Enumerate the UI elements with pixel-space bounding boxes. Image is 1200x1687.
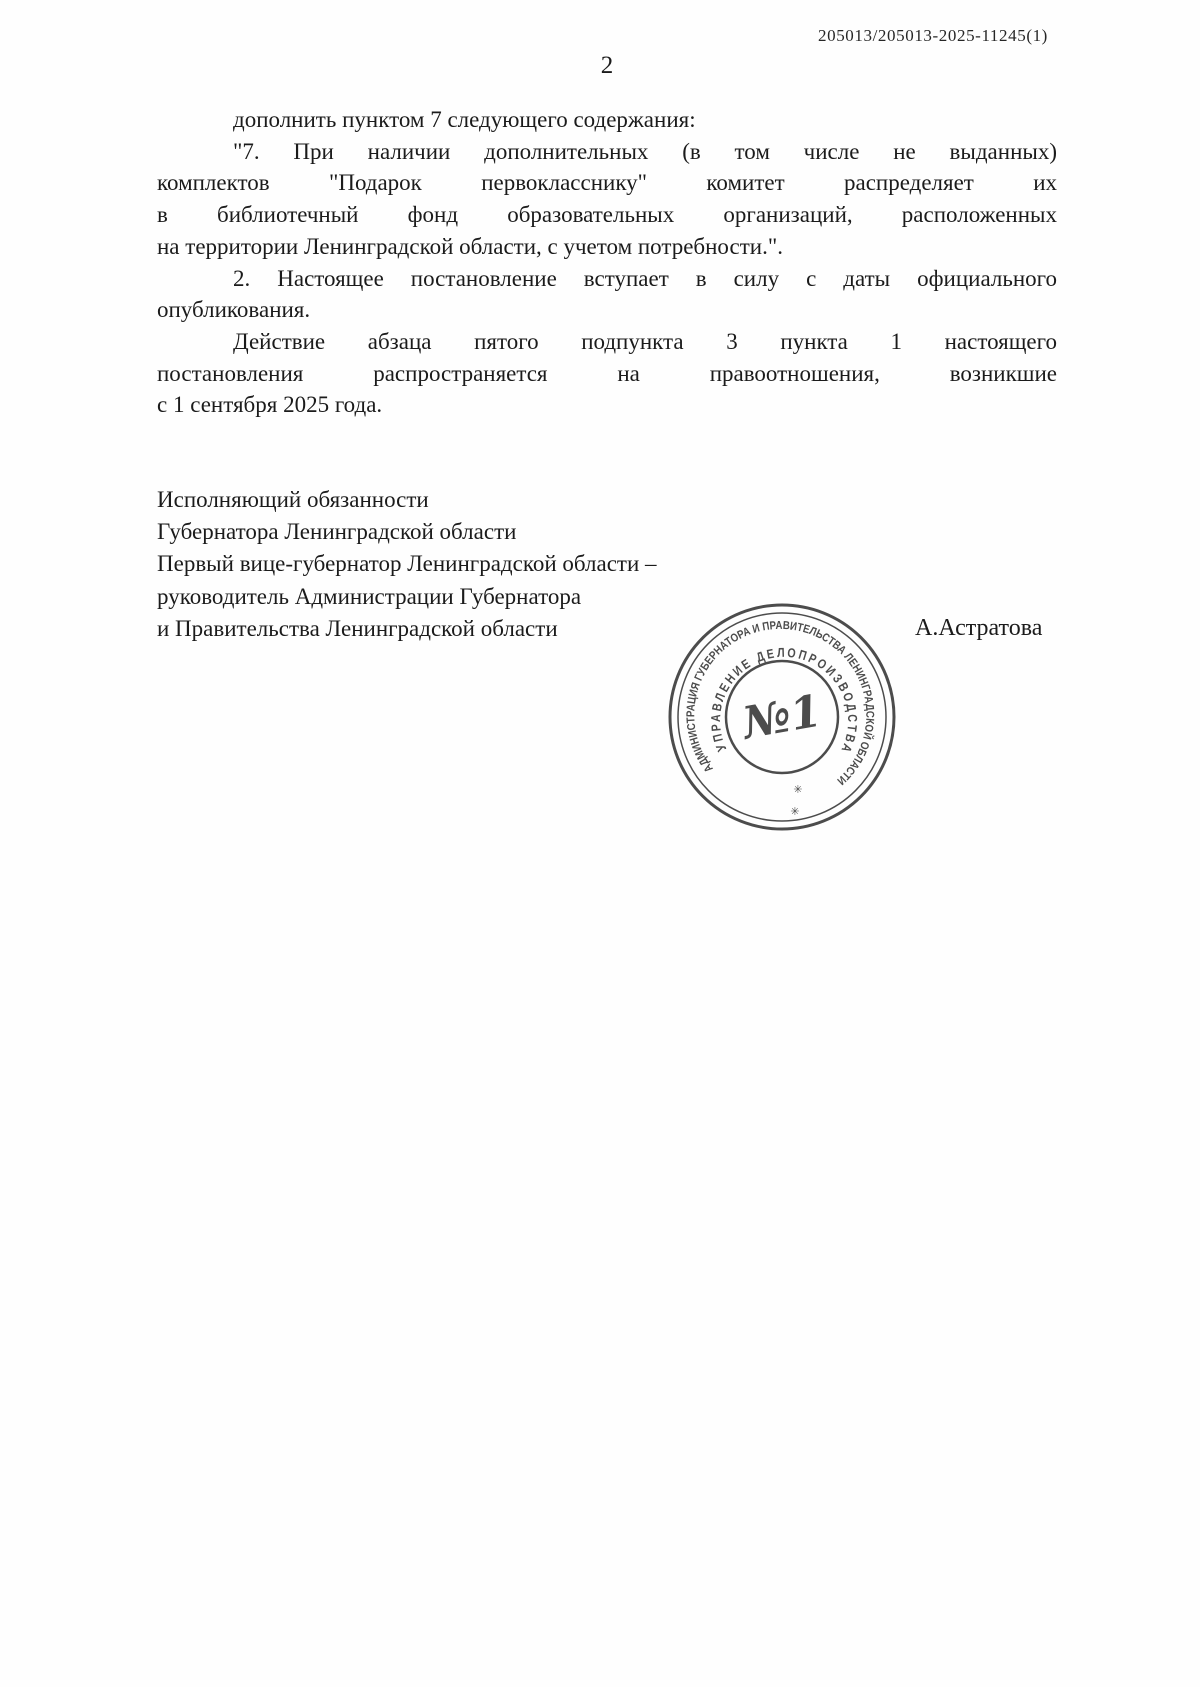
- signatory-title-line: Исполняющий обязанности: [157, 487, 429, 512]
- signatory-title-line: Губернатора Ленинградской области: [157, 519, 517, 545]
- official-round-stamp: [666, 601, 898, 833]
- body-line: в библиотечный фонд образовательных организаций, расположенных: [157, 202, 1057, 228]
- stamp-inner-text: УПРАВЛЕНИЕ ДЕЛОПРОИЗВОДСТВА: [707, 644, 861, 759]
- stamp-separator-star: ✳: [790, 805, 800, 818]
- body-line: опубликования.: [157, 297, 311, 323]
- stamp-separator-star: ✳: [793, 783, 803, 796]
- signatory-title-line: Первый вице-губернатор Ленинградской области –: [157, 551, 657, 577]
- stamp-outer-text: АДМИНИСТРАЦИЯ ГУБЕРНАТОРА И ПРАВИТЕЛЬСТВА ЛЕНИНГРАДСКОЙ ОБЛАСТИ: [685, 619, 876, 788]
- body-line: с 1 сентября 2025 года.: [157, 392, 383, 418]
- body-line: на территории Ленинградской области, с учетом потребности.".: [157, 233, 783, 259]
- signatory-title-line: руководитель Администрации Губернатора: [157, 583, 582, 609]
- signatory-title-line: и Правительства Ленинградской области: [157, 615, 558, 641]
- page-number: 2: [600, 52, 614, 79]
- body-line: постановления распространяется на правоотношения, возникшие: [157, 360, 1057, 386]
- body-line: комплектов "Подарок первокласснику" комитет распределяет их: [157, 170, 1057, 196]
- body-text: [157, 104, 1057, 421]
- document-id: 205013/205013-2025-11245(1): [818, 26, 1048, 45]
- signatory-name: А.Астратова: [915, 615, 1043, 641]
- body-line: Действие абзаца пятого подпункта 3 пункта 1 настоящего: [233, 328, 1057, 354]
- signatory-title: [157, 484, 657, 645]
- body-line: дополнить пунктом 7 следующего содержания:: [233, 107, 696, 132]
- stamp-number: №1: [739, 685, 826, 750]
- body-line: 2. Настоящее постановление вступает в силу с даты официального: [233, 265, 1057, 291]
- body-line: "7. При наличии дополнительных (в том числе не выданных): [233, 138, 1057, 164]
